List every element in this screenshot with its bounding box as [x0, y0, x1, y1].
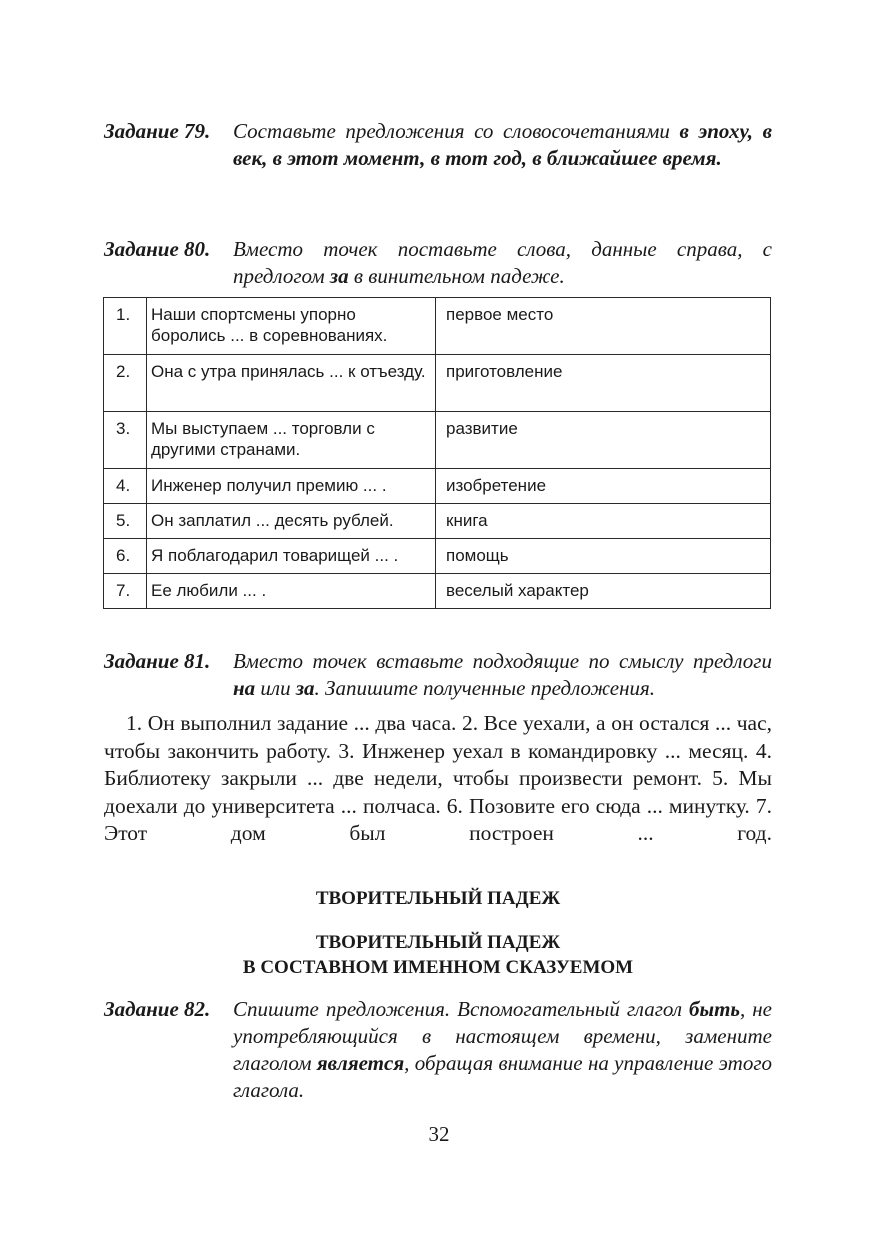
task-81-label: Задание 81. — [104, 649, 211, 673]
row-answer: веселый характер — [436, 574, 771, 609]
task-81 — [104, 648, 772, 702]
row-number: 6. — [104, 539, 147, 574]
row-answer: приготовление — [436, 355, 771, 412]
row-number: 7. — [104, 574, 147, 609]
task-81-exercise-text: 1. Он выполнил задание ... два часа. 2. Все уехали, а он остался ... час, чтобы закончить работу. 3. Инженер уехал в командировку ... месяц. 4. Библиотеку закрыли ... две недели, чтобы произвести ремонт. 5. Мы доехали до университета ... полчаса. 6. Позовите его сюда ... минутку. 7. Этот дом был построен ... год. — [104, 711, 772, 845]
task-81-preposition-za: за — [295, 676, 315, 700]
table-row — [104, 539, 771, 574]
task-79-label: Задание 79. — [104, 119, 211, 143]
table-row — [104, 574, 771, 609]
task-81-instruction: Вместо точек вставьте подходящие по смыслу предлоги на или за. Запишите полученные предложения. — [233, 649, 772, 700]
subsection-heading: ТВОРИТЕЛЬНЫЙ ПАДЕЖ В СОСТАВНОМ ИМЕННОМ СКАЗУЕМОМ — [242, 932, 634, 978]
task-82 — [104, 996, 772, 1104]
task-79-instruction: Составьте предложения со словосочетаниями в эпоху, в век, в этот момент, в тот год, в ближайшее время. — [233, 119, 772, 170]
table-row — [104, 355, 771, 412]
row-sentence: Я поблагодарил товарищей ... . — [147, 539, 436, 574]
row-answer: изобретение — [436, 469, 771, 504]
table-row — [104, 504, 771, 539]
row-sentence: Ее любили ... . — [147, 574, 436, 609]
task-81-preposition-na: на — [233, 676, 256, 700]
row-sentence: Он заплатил ... десять рублей. — [147, 504, 436, 539]
task-80-label: Задание 80. — [104, 237, 211, 261]
task-82-verb-yavlyaetsya: является — [316, 1051, 405, 1075]
row-number: 2. — [104, 355, 147, 412]
row-number: 1. — [104, 298, 147, 355]
page-number: 32 — [428, 1122, 450, 1146]
task-82-label: Задание 82. — [104, 997, 211, 1021]
task-82-instruction: Спишите предложения. Вспомогательный глагол быть, не употребляющийся в настоящем времени, замените глаголом является, обращая внимание на управление этого глагола. — [233, 997, 773, 1102]
row-sentence: Инженер получил премию ... . — [147, 469, 436, 504]
row-sentence: Она с утра принялась ... к отъезду. — [147, 355, 436, 412]
table-row — [104, 469, 771, 504]
row-sentence: Наши спортсмены упорно боролись ... в соревнованиях. — [147, 298, 436, 355]
row-sentence: Мы выступаем ... торговли с другими странами. — [147, 412, 436, 469]
task-79 — [104, 118, 772, 172]
task-80 — [104, 236, 772, 290]
row-answer: первое место — [436, 298, 771, 355]
row-number: 5. — [104, 504, 147, 539]
task-79-phrases: в эпоху, в век, в этот момент, в тот год, в ближайшее время. — [233, 119, 772, 170]
exercise-table — [103, 297, 771, 609]
task-80-instruction: Вместо точек поставьте слова, данные справа, с предлогом за в винительном падеже. — [233, 237, 772, 288]
table-row — [104, 412, 771, 469]
task-82-verb-byt: быть — [689, 997, 741, 1021]
section-heading: ТВОРИТЕЛЬНЫЙ ПАДЕЖ — [315, 888, 561, 909]
row-answer: помощь — [436, 539, 771, 574]
task-80-preposition: за — [329, 264, 349, 288]
row-answer: развитие — [436, 412, 771, 469]
table-row — [104, 298, 771, 355]
row-answer: книга — [436, 504, 771, 539]
row-number: 3. — [104, 412, 147, 469]
row-number: 4. — [104, 469, 147, 504]
